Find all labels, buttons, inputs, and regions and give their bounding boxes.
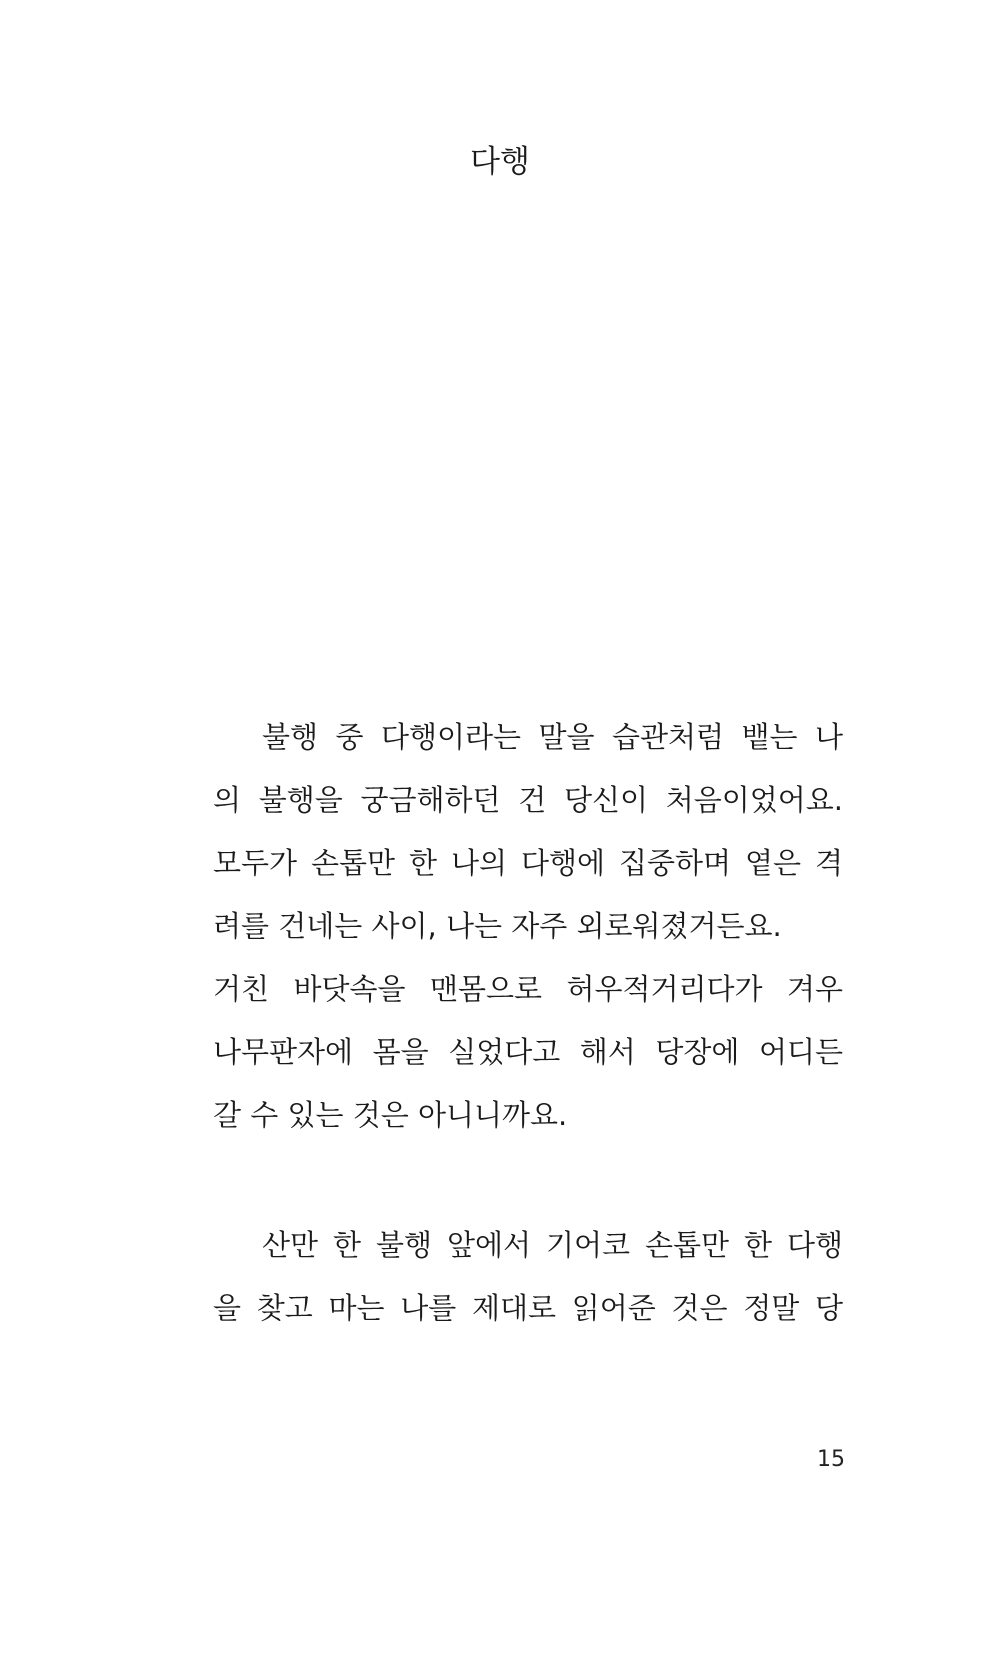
text-line: 려를 건네는 사이, 나는 자주 외로워졌거든요. bbox=[213, 909, 782, 943]
text-line: 나무판자에 몸을 실었다고 해서 당장에 어디든 bbox=[213, 1035, 843, 1069]
text-line: 을 찾고 마는 나를 제대로 읽어준 것은 정말 당 bbox=[213, 1291, 843, 1325]
text-line: 갈 수 있는 것은 아니니까요. bbox=[213, 1098, 568, 1132]
chapter-title: 다행 bbox=[470, 144, 530, 180]
text-line: 모두가 손톱만 한 나의 다행에 집중하며 옅은 격 bbox=[213, 846, 843, 880]
text-line: 산만 한 불행 앞에서 기어코 손톱만 한 다행 bbox=[262, 1228, 843, 1262]
text-line: 의 불행을 궁금해하던 건 당신이 처음이었어요. bbox=[213, 783, 843, 817]
text-line: 불행 중 다행이라는 말을 습관처럼 뱉는 나 bbox=[262, 720, 843, 754]
text-line: 거친 바닷속을 맨몸으로 허우적거리다가 겨우 bbox=[213, 972, 843, 1006]
page-number: 15 bbox=[817, 1447, 845, 1472]
